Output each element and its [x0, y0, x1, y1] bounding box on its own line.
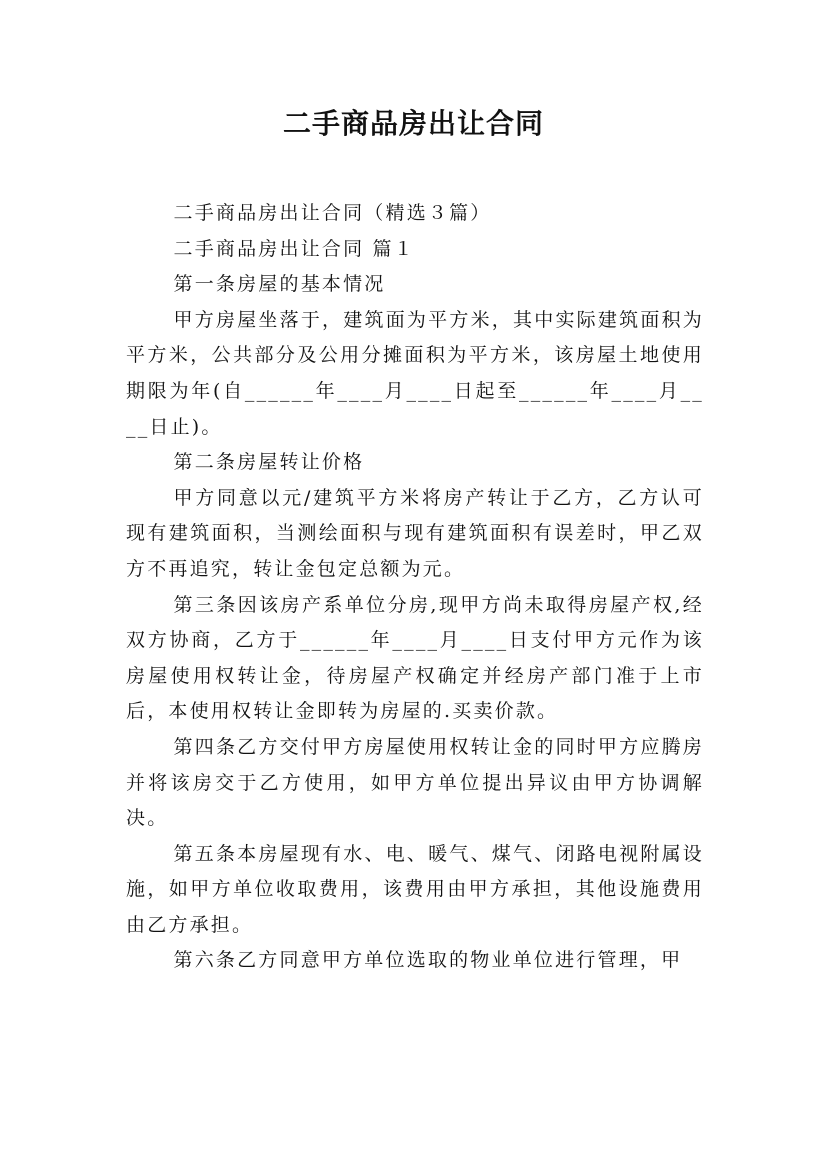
paragraph-article-5: 第五条本房屋现有水、电、暖气、煤气、闭路电视附属设施，如甲方单位收取费用，该费用由甲方承担，其他设施费用由乙方承担。 — [126, 842, 704, 936]
paragraph-article-2-body: 甲方同意以元/建筑平方米将房产转让于乙方，乙方认可现有建筑面积，当测绘面积与现有建筑面积有误差时，甲乙双方不再追究，转让金包定总额为元。 — [126, 486, 704, 580]
paragraph-article-3: 第三条因该房产系单位分房,现甲方尚未取得房屋产权,经双方协商，乙方于______年____月____日支付甲方元作为该房屋使用权转让金，待房屋产权确定并经房产部门准于上市后，本使用权转让金即转为房屋的.买卖价款。 — [126, 593, 704, 723]
paragraph-article-6: 第六条乙方同意甲方单位选取的物业单位进行管理，甲 — [173, 949, 683, 972]
paragraph-subtitle: 二手商品房出让合同（精选３篇） — [173, 202, 492, 224]
document-body — [126, 196, 704, 979]
paragraph-article-4: 第四条乙方交付甲方房屋使用权转让金的同时甲方应腾房并将该房交于乙方使用，如甲方单位提出异议由甲方协调解决。 — [126, 735, 704, 830]
paragraph-article-1-heading: 第一条房屋的基本情况 — [173, 273, 386, 296]
paragraph-article-1-body: 甲方房屋坐落于，建筑面为平方米，其中实际建筑面积为平方米，公共部分及公用分摊面积为平方米，该房屋土地使用期限为年(自______年____月____日起至______年____月____日止)。 — [126, 308, 704, 438]
paragraph-part-heading: 二手商品房出让合同 篇１ — [173, 237, 415, 260]
paragraph-article-2-heading: 第二条房屋转让价格 — [173, 451, 365, 474]
document-title: 二手商品房出让合同 — [282, 107, 544, 140]
